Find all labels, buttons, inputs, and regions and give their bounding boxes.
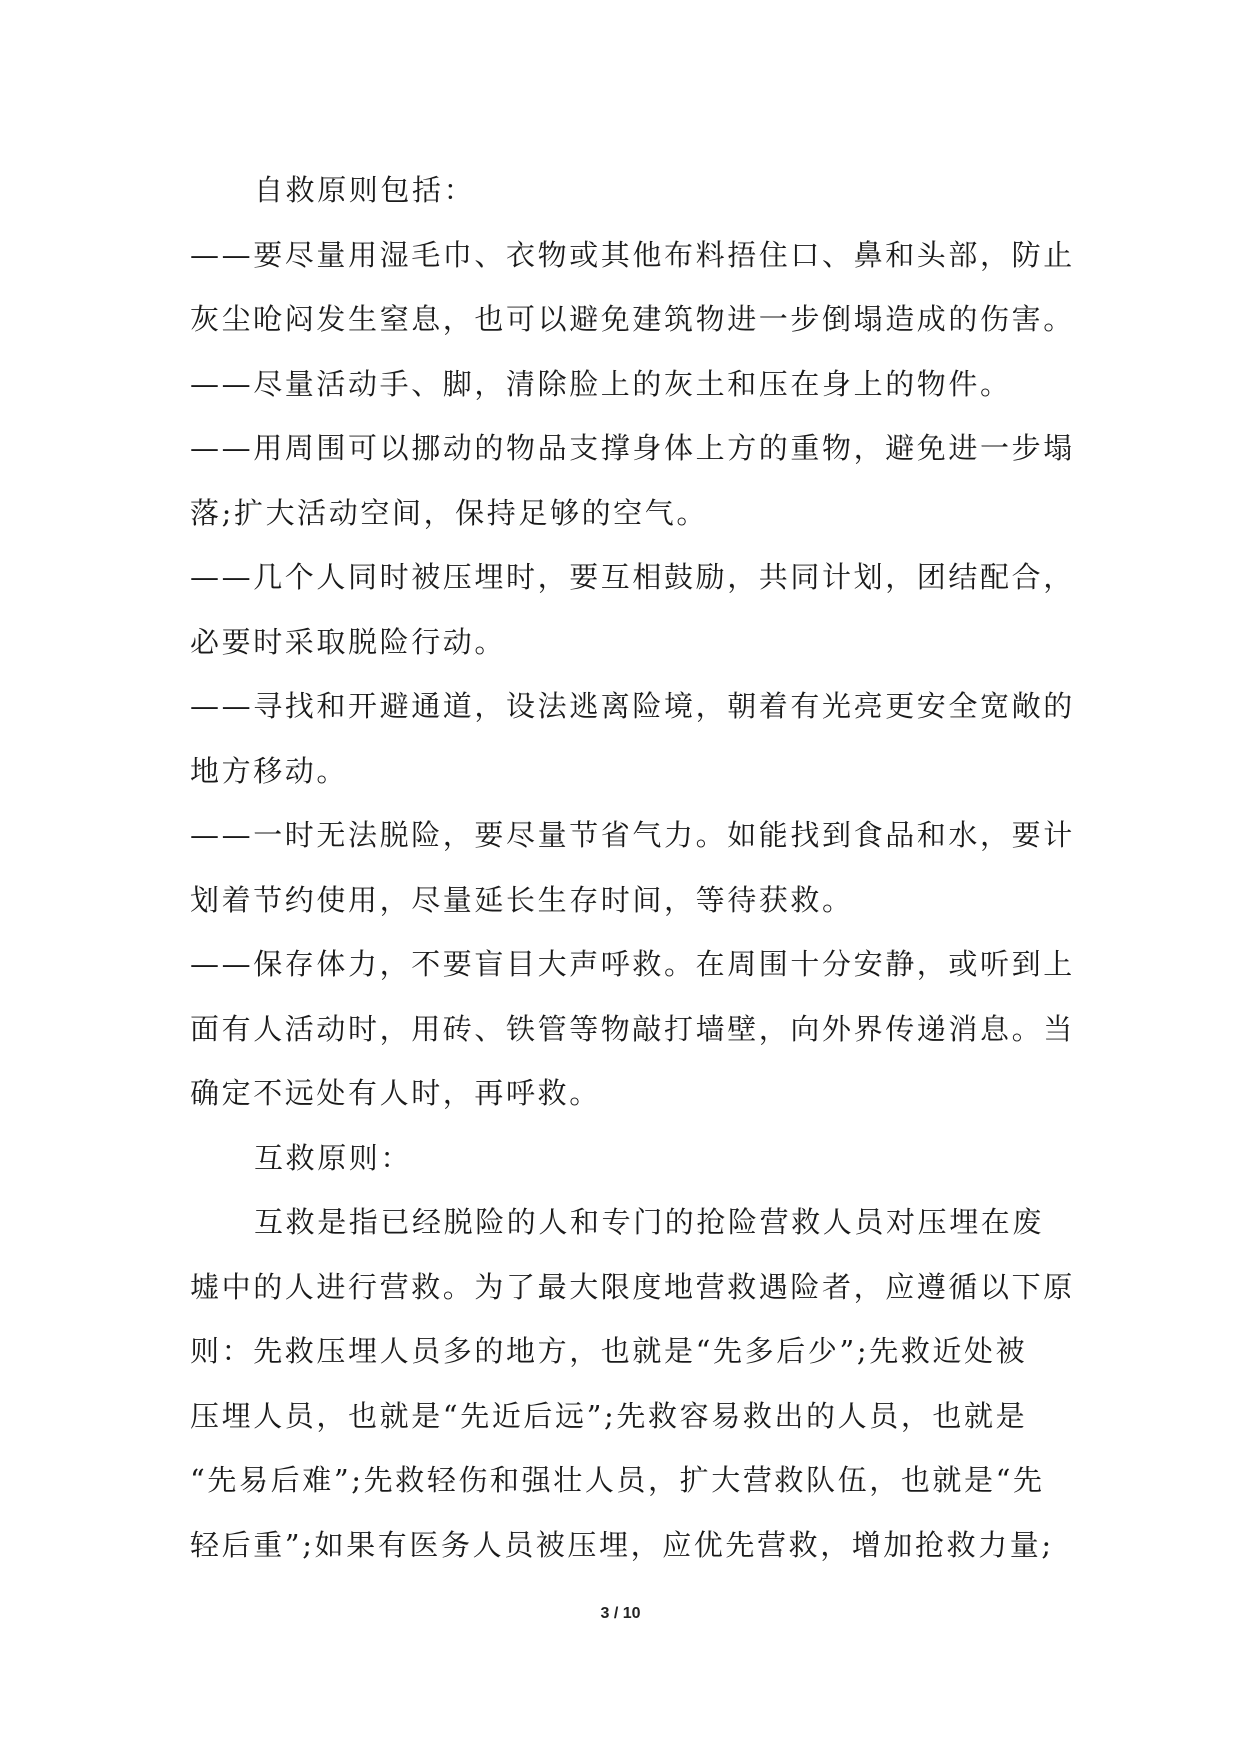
text-line: 轻后重”;如果有医务人员被压埋，应优先营救，增加抢救力量; <box>190 1527 1054 1562</box>
text-line: ——保存体力，不要盲目大声呼救。在周围十分安静，或听到上 <box>190 947 1075 981</box>
text-line: 地方移动。 <box>190 753 349 788</box>
text-line: 墟中的人进行营救。为了最大限度地营救遇险者，应遵循以下原 <box>190 1269 1075 1304</box>
body-text <box>190 158 1075 1577</box>
text-line: 必要时采取脱险行动。 <box>190 624 507 659</box>
text-line: 落;扩大活动空间，保持足够的空气。 <box>190 495 708 530</box>
text-line: 灰尘呛闷发生窒息，也可以避免建筑物进一步倒塌造成的伤害。 <box>190 302 1075 336</box>
text-line: ——几个人同时被压埋时，要互相鼓励，共同计划，团结配合， <box>190 560 1075 594</box>
text-line: 面有人活动时，用砖、铁管等物敲打墙壁，向外界传递消息。当 <box>190 1011 1075 1046</box>
text-line: “先易后难”;先救轻伤和强壮人员，扩大营救队伍，也就是“先 <box>190 1463 1045 1497</box>
text-line: 互救是指已经脱险的人和专门的抢险营救人员对压埋在废 <box>254 1205 1045 1239</box>
text-line: ——用周围可以挪动的物品支撑身体上方的重物，避免进一步塌 <box>190 431 1075 465</box>
paragraph-heading-mutual-rescue: 互救原则： <box>254 1140 413 1175</box>
text-line: ——要尽量用湿毛巾、衣物或其他布料捂住口、鼻和头部，防止 <box>190 237 1075 272</box>
text-line: ——尽量活动手、脚，清除脸上的灰土和压在身上的物件。 <box>190 366 1012 401</box>
text-line: 划着节约使用，尽量延长生存时间，等待获救。 <box>190 882 854 917</box>
text-line: 则：先救压埋人员多的地方，也就是“先多后少”;先救近处被 <box>190 1334 1028 1368</box>
page-number: 3 / 10 <box>600 1605 641 1622</box>
text-line: ——一时无法脱险，要尽量节省气力。如能找到食品和水，要计 <box>190 818 1075 852</box>
paragraph-heading-self-rescue: 自救原则包括： <box>254 173 476 207</box>
text-line: ——寻找和开避通道，设法逃离险境，朝着有光亮更安全宽敞的 <box>190 689 1075 723</box>
text-line: 压埋人员，也就是“先近后远”;先救容易救出的人员，也就是 <box>190 1398 1028 1433</box>
text-line: 确定不远处有人时，再呼救。 <box>190 1076 601 1110</box>
